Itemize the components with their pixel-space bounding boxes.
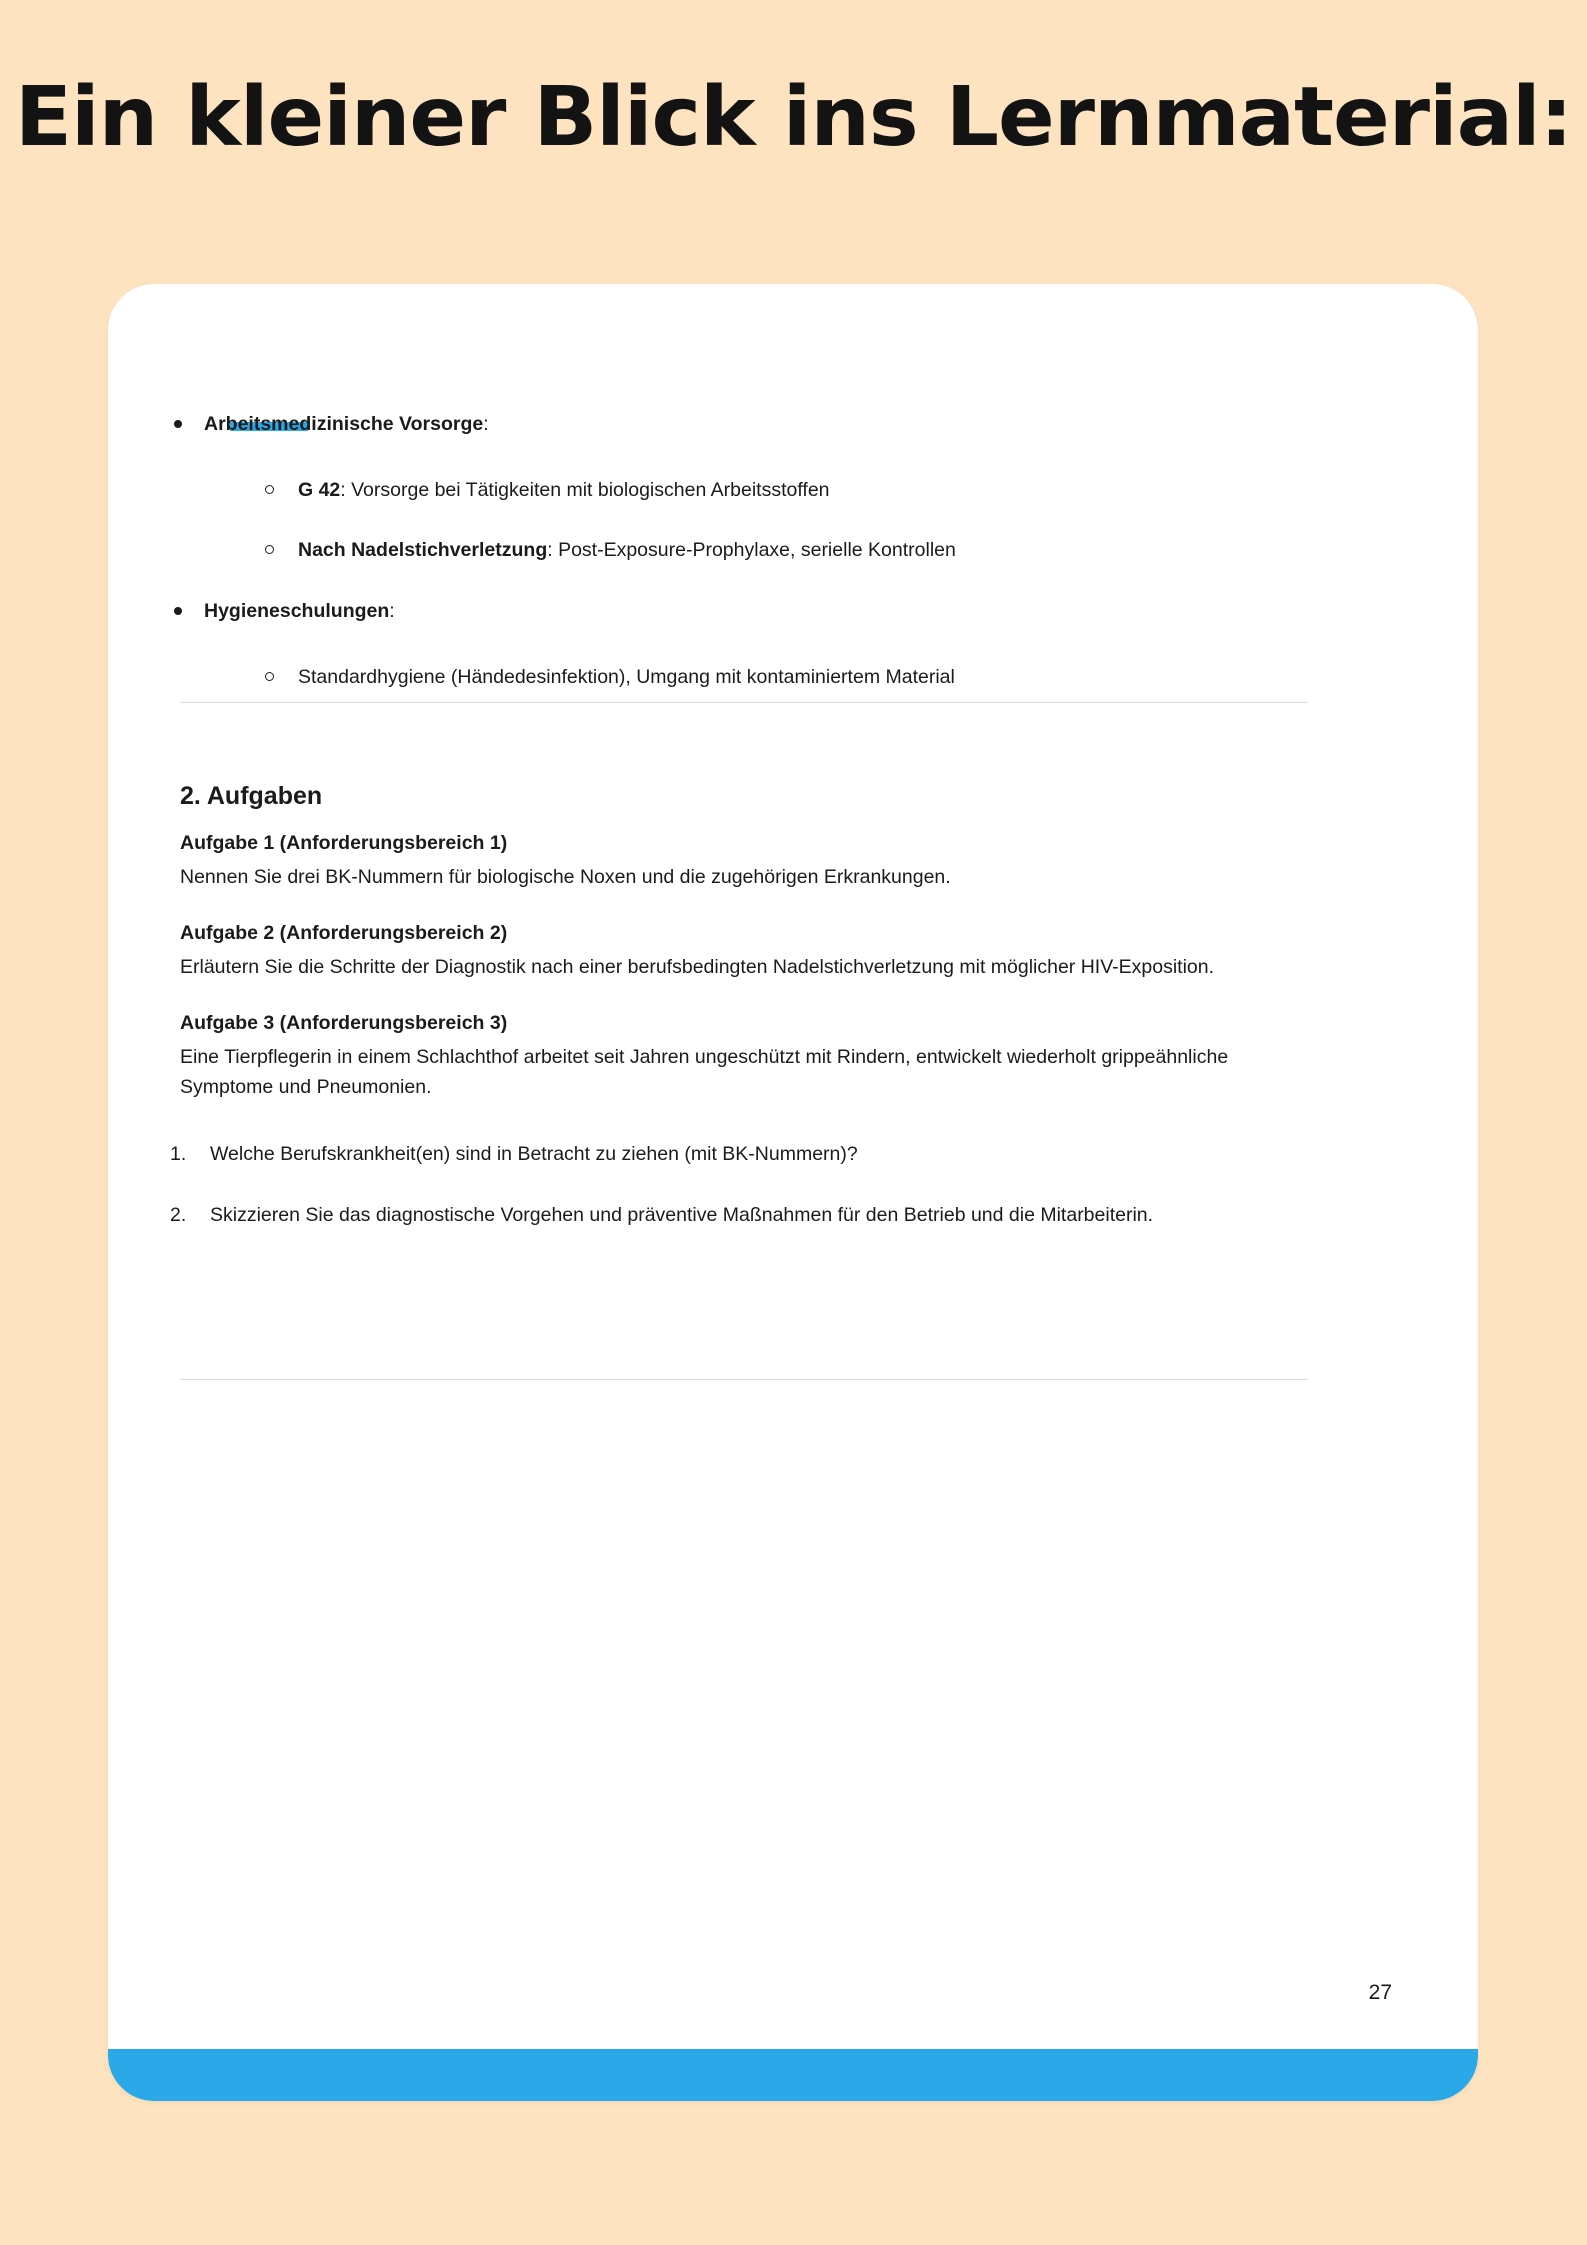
task-1 [180,829,1310,892]
list-item-text: Skizzieren Sie das diagnostische Vorgehen und präventive Maßnahmen für den Betrieb und die Mitarbeiterin. [210,1204,1154,1227]
list-item-text: Standardhygiene (Händedesinfektion), Umgang mit kontaminiertem Material [298,665,955,688]
list-item [108,535,1478,565]
list-item [108,596,1478,626]
list-item-strong: Nach Nadelstichverletzung [298,539,548,562]
numbered-list [108,1139,1478,1231]
task-3 [180,1009,1310,1103]
list-item [108,409,1478,439]
list-item [108,475,1478,505]
list-item [108,1139,1478,1170]
list-item-strong: G 42 [298,479,341,502]
task-title: Aufgabe 1 (Anforderungsbereich 1) [180,832,508,854]
section-heading: 2. Aufgaben [180,781,323,810]
task-2 [180,919,1310,982]
list-item [108,1200,1478,1231]
page-title: Ein kleiner Blick ins Lernmaterial: [14,70,1573,165]
document-card [108,284,1478,2101]
page-number: 27 [1368,1981,1392,2004]
list-item-strong: Hygieneschulungen [204,599,390,622]
list-item-text: : [389,599,395,622]
list-item-text: : Post-Exposure-Prophylaxe, serielle Kontrollen [547,539,956,562]
bullet-list [108,409,1478,692]
list-item-text: Welche Berufskrankheit(en) sind in Betracht zu ziehen (mit BK-Nummern)? [210,1143,858,1165]
document-page [108,284,1478,2101]
list-item-number: 1. [170,1143,187,1165]
list-item-text: : [483,413,489,435]
task-title: Aufgabe 2 (Anforderungsbereich 2) [180,922,508,944]
list-item-text: : Vorsorge bei Tätigkeiten mit biologischen Arbeitsstoffen [340,479,830,502]
divider [180,1379,1308,1380]
list-item [108,662,1478,692]
divider [180,702,1308,703]
list-item-strong: Arbeitsmedizinische Vorsorge [204,413,484,435]
footer-accent-bar [108,2049,1478,2101]
task-body: Erläutern Sie die Schritte der Diagnostik nach einer berufsbedingten Nadelstichverletzung mit möglicher HIV-Exposition. [180,956,1215,979]
task-body: Nennen Sie drei BK-Nummern für biologische Noxen und die zugehörigen Erkrankungen. [180,866,951,889]
list-item-number: 2. [170,1204,187,1227]
task-title: Aufgabe 3 (Anforderungsbereich 3) [180,1012,508,1034]
task-body: Eine Tierpflegerin in einem Schlachthof arbeitet seit Jahren ungeschützt mit Rindern, entwickelt wiederholt grippeähnliche Symptome und Pneumonien. [180,1046,1229,1099]
